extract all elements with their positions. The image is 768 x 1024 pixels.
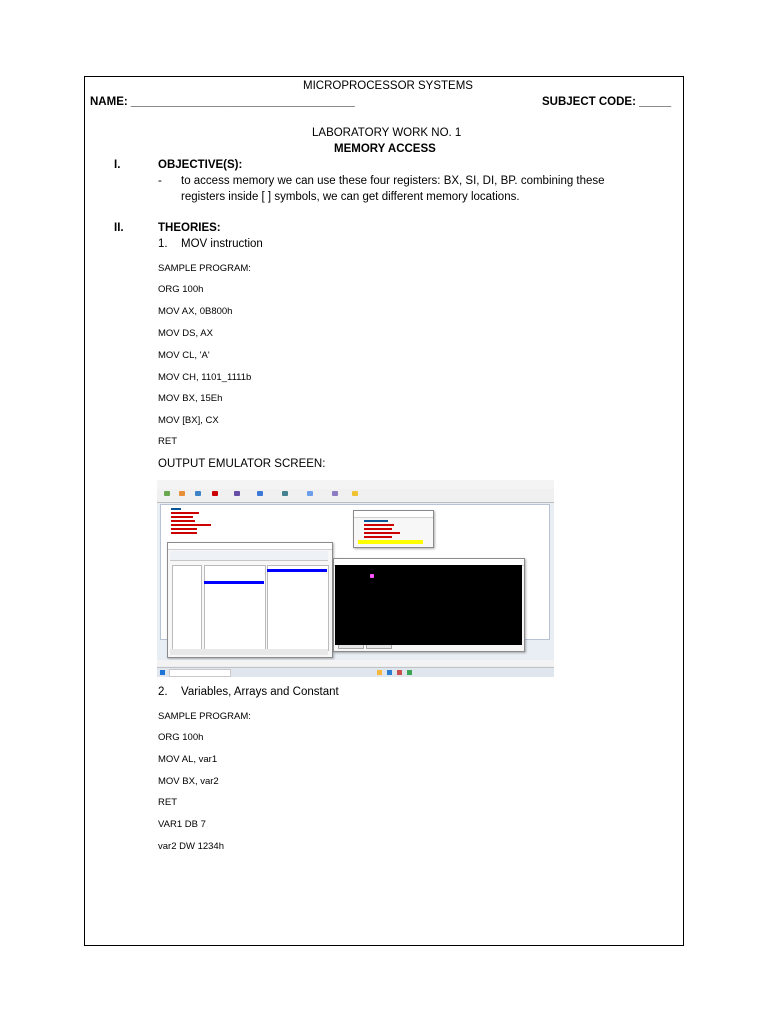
name-field-label: NAME: ___________________________________ (90, 96, 355, 108)
topic1-code-line: MOV [BX], CX (158, 415, 219, 426)
emulator-black-screen (335, 565, 522, 645)
screenshot-status-bar (157, 660, 554, 666)
section-numeral-objective: I. (114, 159, 121, 171)
topic2-code-line: MOV BX, var2 (158, 776, 219, 787)
topic2-code-line: VAR1 DB 7 (158, 819, 206, 830)
objective-text-line2: registers inside [ ] symbols, we can get different memory locations. (181, 191, 520, 203)
topic1-sample-label: SAMPLE PROGRAM: (158, 263, 251, 274)
topic1-code-line: MOV AX, 0B800h (158, 306, 233, 317)
objective-heading: OBJECTIVE(S): (158, 159, 243, 171)
topic1-code-line: MOV DS, AX (158, 328, 213, 339)
topic2-number: 2. (158, 686, 168, 698)
subject-code-label: SUBJECT CODE: _____ (542, 96, 672, 108)
lab-title: MEMORY ACCESS (334, 143, 436, 155)
screenshot-taskbar (157, 667, 554, 677)
topic2-sample-label: SAMPLE PROGRAM: (158, 711, 251, 722)
topic1-code-line: MOV CL, 'A' (158, 350, 210, 361)
topic1-number: 1. (158, 238, 168, 250)
course-title: MICROPROCESSOR SYSTEMS (303, 80, 473, 92)
lab-number: LABORATORY WORK NO. 1 (312, 127, 462, 139)
objective-bullet: - (158, 175, 162, 187)
topic2-code-line: ORG 100h (158, 732, 204, 743)
topic1-code-line: RET (158, 436, 177, 447)
topic1-title: MOV instruction (181, 238, 263, 250)
objective-text-line1: to access memory we can use these four registers: BX, SI, DI, BP. combining these (181, 175, 605, 187)
topic2-title: Variables, Arrays and Constant (181, 686, 339, 698)
screenshot-emulator-window (167, 542, 333, 658)
topic2-code-line: MOV AL, var1 (158, 754, 218, 765)
topic2-code-line: var2 DW 1234h (158, 841, 225, 852)
output-screen-label: OUTPUT EMULATOR SCREEN: (158, 458, 326, 470)
topic1-code-line: MOV BX, 15Eh (158, 393, 223, 404)
topic1-code-line: MOV CH, 1101_1111b (158, 372, 252, 383)
topic2-code-line: RET (158, 797, 177, 808)
theories-heading: THEORIES: (158, 222, 221, 234)
section-numeral-theories: II. (114, 222, 124, 234)
screenshot-source-window (353, 510, 434, 548)
topic1-code-line: ORG 100h (158, 284, 204, 295)
screen-pixel-char (370, 574, 374, 578)
